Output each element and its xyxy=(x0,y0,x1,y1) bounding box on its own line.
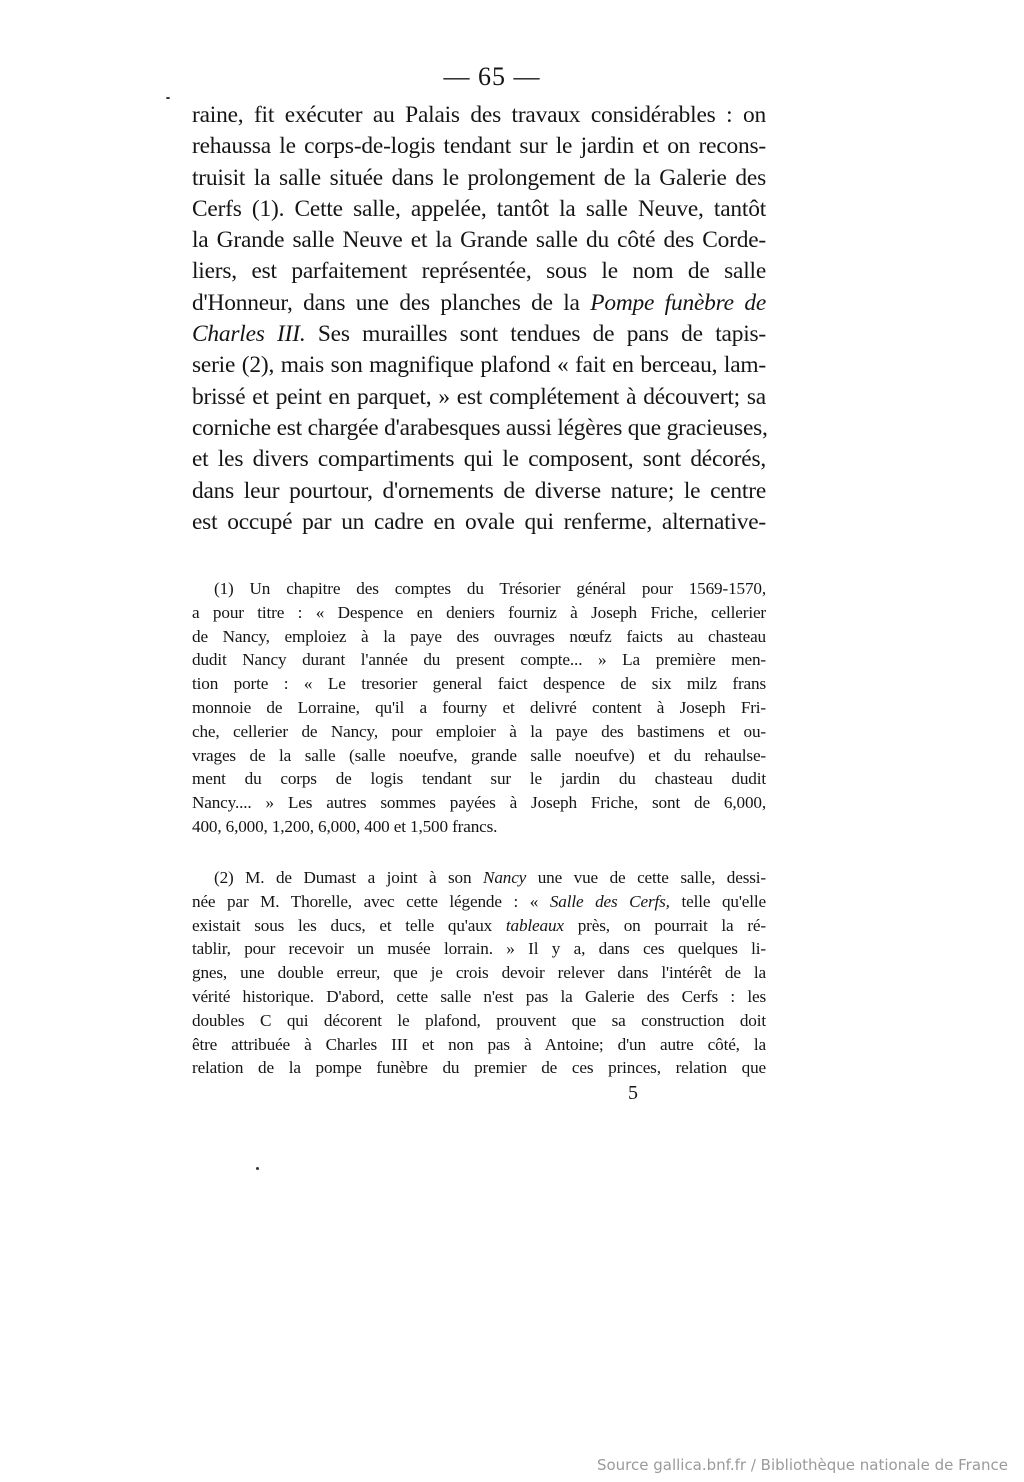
footnote-line: dudit Nancy durant l'année du present compte... » La première men- xyxy=(192,650,766,670)
footnote-line xyxy=(192,890,766,914)
italic-title: Pompe funèbre de xyxy=(590,289,766,316)
text-segment: Ses murailles sont tendues de pans de tapis- xyxy=(305,321,766,348)
footnote-line xyxy=(192,866,766,890)
italic-title: Salle des Cerfs, xyxy=(549,891,670,911)
footnote-line: de Nancy, emploiez à la paye des ouvrages nœufz faicts au chasteau xyxy=(192,626,766,646)
text-segment: telle qu'elle xyxy=(681,891,766,911)
text-line xyxy=(192,319,766,350)
text-line: truisit la salle située dans le prolongement de la Galerie des xyxy=(192,164,766,191)
text-line: liers, est parfaitement représentée, sous le nom de salle xyxy=(192,258,766,285)
footnote-line xyxy=(192,914,766,938)
text-line: corniche est chargée d'arabesques aussi légères que gracieuses, xyxy=(192,414,768,441)
footnote-line: Nancy.... » Les autres sommes payées à Joseph Friche, sont de 6,000, xyxy=(192,793,766,813)
footnote-line: doubles C qui décorent le plafond, prouvent que sa construction doit xyxy=(192,1010,766,1030)
text-line: rehaussa le corps-de-logis tendant sur le jardin et on recons- xyxy=(192,133,766,160)
footnote-line: vérité historique. D'abord, cette salle n'est pas la Galerie des Cerfs : les xyxy=(192,986,766,1006)
main-text xyxy=(192,100,766,538)
footnote-line: che, cellerier de Nancy, pour emploier à la paye des bastimens et ou- xyxy=(192,721,766,741)
text-line: raine, fit exécuter au Palais des travaux considérables : on xyxy=(192,102,766,128)
text-line: brissé et peint en parquet, » est complétement à découvert; sa xyxy=(192,383,766,410)
footnote-1 xyxy=(192,577,766,839)
ink-speck xyxy=(256,1167,259,1170)
text-segment: d'Honneur, dans une des planches de la xyxy=(192,289,580,316)
footnote-line: être attribuée à Charles III et non pas à Antoine; d'un autre côté, la xyxy=(192,1034,766,1054)
footnote-line: monnoie de Lorraine, qu'il a fourny et delivré content à Joseph Fri- xyxy=(192,697,766,717)
signature-mark: 5 xyxy=(628,1082,638,1104)
italic-title: Nancy xyxy=(483,868,527,887)
page-number: — 65 — xyxy=(443,62,541,91)
text-segment: (2) M. de Dumast a joint à son xyxy=(214,868,472,887)
text-segment: une vue de cette salle, dessi- xyxy=(537,868,766,887)
text-line: est occupé par un cadre en ovale qui renferme, alternative- xyxy=(192,508,766,535)
text-line: serie (2), mais son magnifique plafond « fait en berceau, lam- xyxy=(192,352,766,379)
footnote-line: tion porte : « Le tresorier general faict despence de six milz frans xyxy=(192,674,766,694)
italic-term: tableaux xyxy=(505,915,564,935)
footnote-line: a pour titre : « Despence en deniers fourniz à Joseph Friche, cellerier xyxy=(192,602,766,622)
footnote-line: ment du corps de logis tendant sur le jardin du chasteau dudit xyxy=(192,769,766,789)
footnote-line: vrages de la salle (salle noeufve, grande salle noeufve) et du rehaulse- xyxy=(192,745,766,765)
footnote-line: tablir, pour recevoir un musée lorrain. » Il y a, dans ces quelques li- xyxy=(192,939,766,959)
text-segment: existait sous les ducs, et telle qu'aux xyxy=(192,915,493,935)
footnote-line: 400, 6,000, 1,200, 6,000, 400 et 1,500 francs. xyxy=(192,816,498,836)
text-line: et les divers compartiments qui le composent, sont décorés, xyxy=(192,446,766,473)
text-segment: née par M. Thorelle, avec cette légende : « xyxy=(192,891,539,911)
text-line: la Grande salle Neuve et la Grande salle du côté des Corde- xyxy=(192,227,766,254)
ink-speck xyxy=(166,97,170,99)
footnote-line: relation de la pompe funèbre du premier de ces princes, relation que xyxy=(192,1058,766,1078)
text-line: dans leur pourtour, d'ornements de diverse nature; le centre xyxy=(192,477,766,504)
footnote-line: gnes, une double erreur, que je crois devoir relever dans l'intérêt de la xyxy=(192,963,766,983)
text-line xyxy=(192,288,766,319)
footnote-2 xyxy=(192,866,766,1080)
source-credit: Source gallica.bnf.fr / Bibliothèque nationale de France xyxy=(596,1456,1008,1474)
text-line: Cerfs (1). Cette salle, appelée, tantôt la salle Neuve, tantôt xyxy=(192,195,766,222)
italic-title: Charles III. xyxy=(192,321,306,348)
text-segment: près, on pourrait la ré- xyxy=(577,915,766,935)
footnote-line: (1) Un chapitre des comptes du Trésorier général pour 1569-1570, xyxy=(214,579,766,598)
